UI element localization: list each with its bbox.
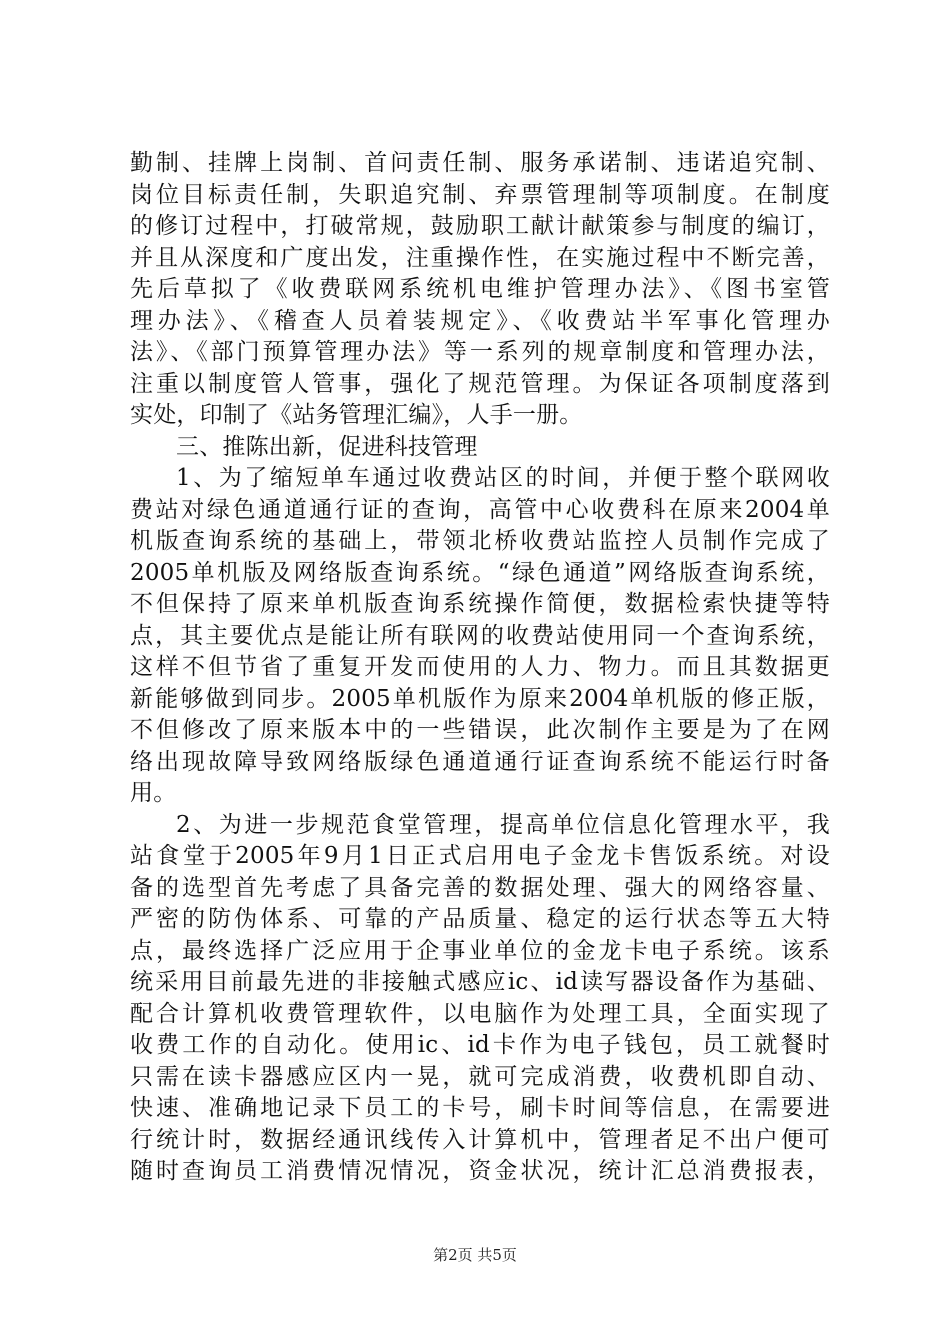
text-line: 并且从深度和广度出发，注重操作性，在实施过程中不断完善，: [130, 244, 830, 271]
text-line: 点，最终选择广泛应用于企事业单位的金龙卡电子系统。该系: [130, 937, 830, 964]
text-line: 站食堂于2005年9月1日正式启用电子金龙卡售饭系统。对设: [130, 843, 830, 869]
text-line: 络出现故障导致网络版绿色通道通行证查询系统不能运行时备: [130, 748, 830, 775]
text-line: 统采用目前最先进的非接触式感应ic、id读写器设备作为基础、: [130, 969, 830, 995]
text-line: 快速、准确地记录下员工的卡号，刷卡时间等信息，在需要进: [130, 1095, 830, 1121]
page-footer: 第2页 共5页: [433, 1246, 517, 1264]
text-line: 注重以制度管人管事，强化了规范管理。为保证各项制度落到: [130, 370, 830, 397]
text-line: 岗位目标责任制，失职追究制、弃票管理制等项制度。在制度: [130, 181, 830, 208]
text-line: 不但保持了原来单机版查询系统操作简便，数据检索快捷等特: [130, 591, 830, 617]
text-line: 1、为了缩短单车通过收费站区的时间，并便于整个联网收: [176, 465, 830, 491]
text-line: 机版查询系统的基础上，带领北桥收费站监控人员制作完成了: [130, 528, 830, 554]
text-line: 收费工作的自动化。使用ic、id卡作为电子钱包，员工就餐时: [130, 1032, 830, 1058]
text-line: 这样不但节省了重复开发而使用的人力、物力。而且其数据更: [130, 654, 830, 680]
text-line: 严密的防伪体系、可靠的产品质量、稳定的运行状态等五大特: [130, 906, 830, 932]
text-line: 配合计算机收费管理软件，以电脑作为处理工具，全面实现了: [130, 1000, 830, 1027]
text-line: 备的选型首先考虑了具备完善的数据处理、强大的网络容量、: [130, 874, 830, 901]
text-line: 点，其主要优点是能让所有联网的收费站使用同一个查询系统，: [130, 622, 830, 649]
document-body: [130, 148, 830, 1188]
text-line: 的修订过程中，打破常规，鼓励职工献计献策参与制度的编订，: [130, 213, 830, 239]
text-line: 新能够做到同步。2005单机版作为原来2004单机版的修正版，: [130, 685, 830, 712]
text-line: 实处，印制了《站务管理汇编》，人手一册。: [130, 402, 583, 428]
text-line: 先后草拟了《收费联网系统机电维护管理办法》、《图书室管: [130, 276, 830, 302]
text-line: 2、为进一步规范食堂管理，提高单位信息化管理水平，我: [176, 811, 830, 838]
text-line: 用。: [130, 780, 177, 806]
section-heading: 三、推陈出新，促进科技管理: [176, 433, 478, 460]
text-line: 行统计时，数据经通讯线传入计算机中，管理者足不出户便可: [130, 1126, 830, 1153]
text-line: 2005单机版及网络版查询系统。“绿色通道”网络版查询系统，: [130, 559, 830, 586]
text-line: 理办法》、《稽查人员着装规定》、《收费站半军事化管理办: [130, 307, 830, 334]
text-line: 勤制、挂牌上岗制、首问责任制、服务承诺制、违诺追究制、: [130, 150, 830, 176]
text-line: 费站对绿色通道通行证的查询，高管中心收费科在原来2004单: [130, 496, 830, 523]
text-line: 随时查询员工消费情况情况，资金状况，统计汇总消费报表，: [130, 1158, 830, 1184]
text-line: 不但修改了原来版本中的一些错误，此次制作主要是为了在网: [130, 717, 830, 743]
text-line: 法》、《部门预算管理办法》等一系列的规章制度和管理办法，: [130, 339, 830, 365]
text-line: 只需在读卡器感应区内一晃，就可完成消费，收费机即自动、: [130, 1063, 830, 1090]
